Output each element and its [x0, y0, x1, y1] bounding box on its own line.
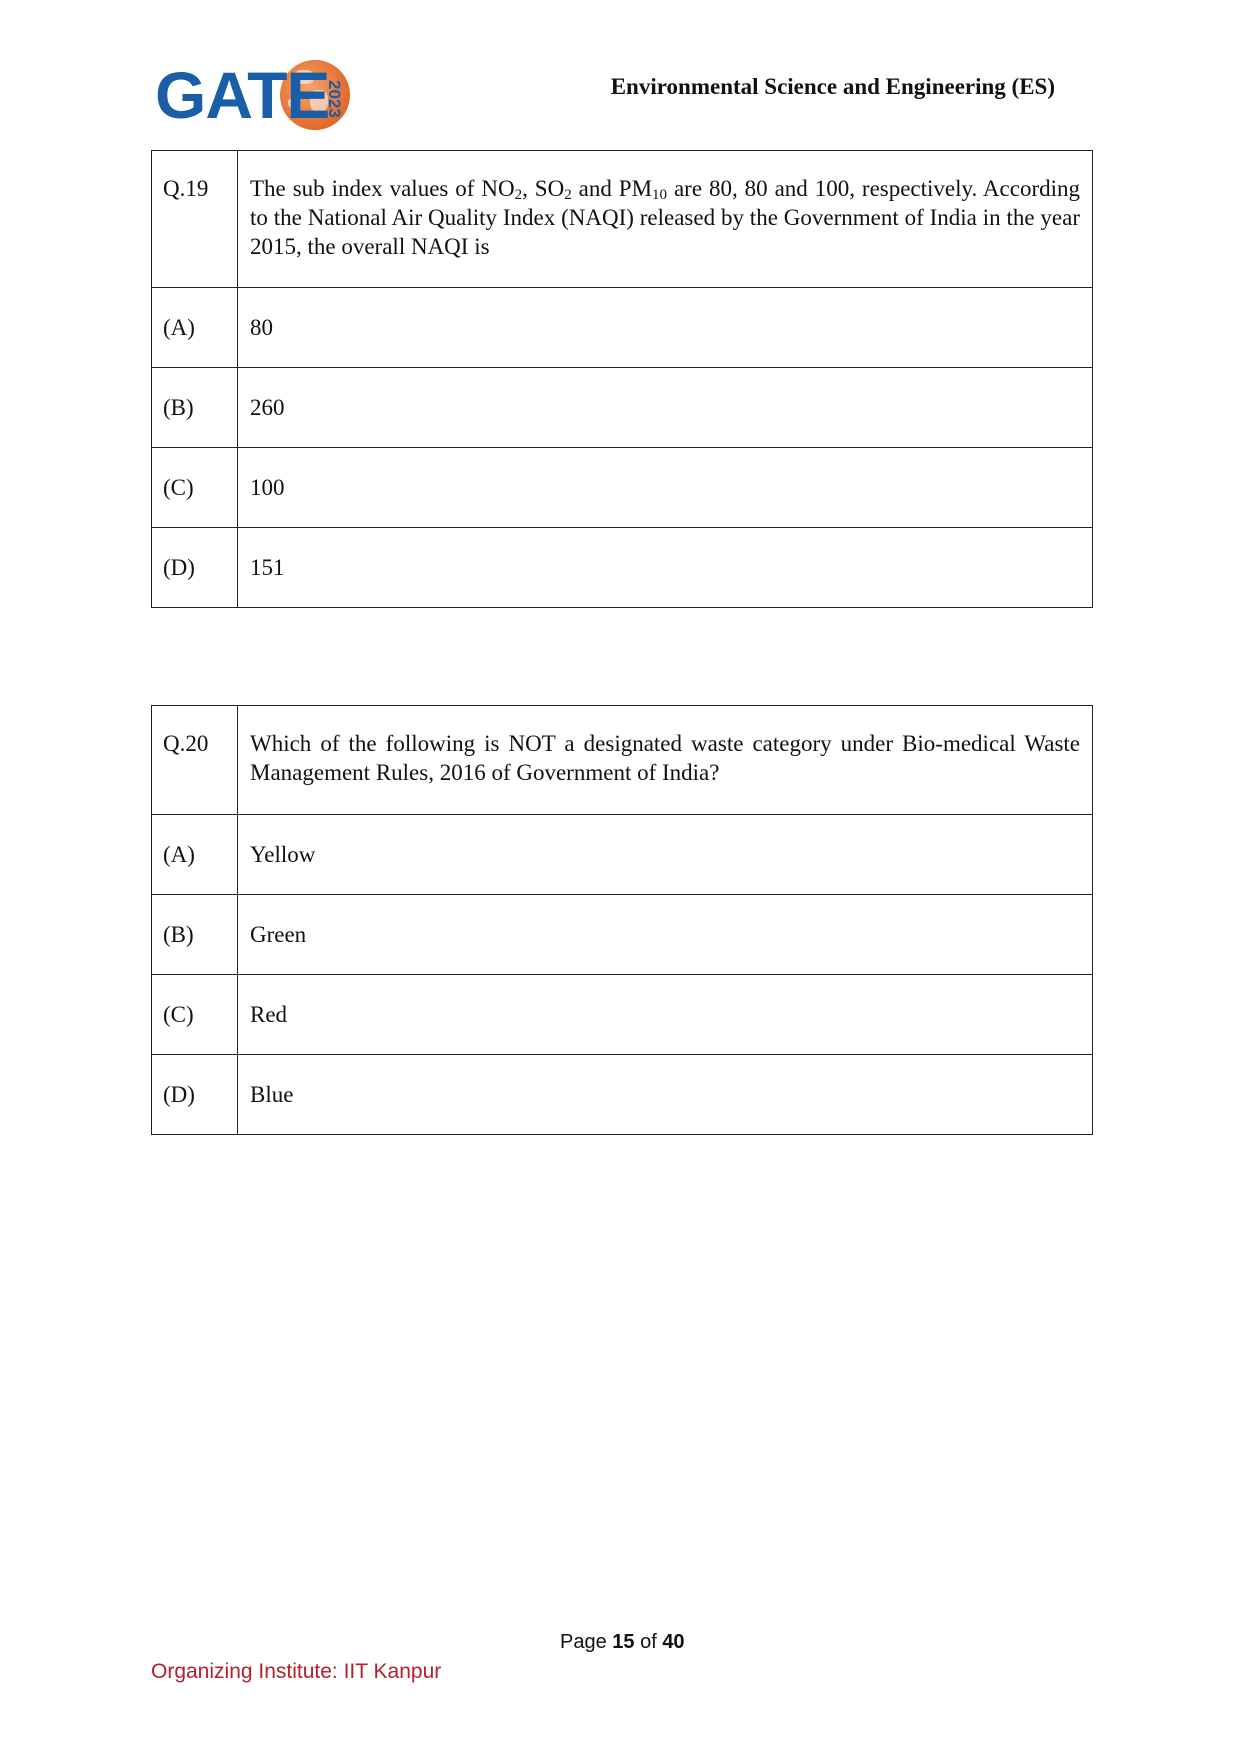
option-text: 151 [238, 528, 1093, 608]
option-label: (B) [152, 368, 238, 448]
option-label: (C) [152, 448, 238, 528]
option-text: 100 [238, 448, 1093, 528]
option-row [152, 368, 1093, 448]
option-text: 80 [238, 288, 1093, 368]
question-20-table [151, 705, 1093, 1135]
option-row [152, 1055, 1093, 1135]
option-row [152, 815, 1093, 895]
option-label: (D) [152, 1055, 238, 1135]
option-text: Red [238, 975, 1093, 1055]
option-label: (B) [152, 895, 238, 975]
option-row [152, 448, 1093, 528]
paper-title: Environmental Science and Engineering (ES) [610, 74, 1055, 99]
organizing-institute: Organizing Institute: IIT Kanpur [151, 1660, 442, 1683]
question-number: Q.19 [152, 151, 238, 288]
option-row [152, 895, 1093, 975]
option-row [152, 288, 1093, 368]
option-text: Green [238, 895, 1093, 975]
question-number: Q.20 [152, 706, 238, 815]
question-stem-row [152, 151, 1093, 288]
option-label: (D) [152, 528, 238, 608]
option-label: (C) [152, 975, 238, 1055]
question-text: The sub index values of $NO_2$, $SO_2$ and $PM_{10}$ are 80, 80 and 100, respectively. According to the National Air Quality Index (NAQI) released by the Government of India in the year 2015, the overall NAQI is [238, 151, 1093, 288]
option-row [152, 975, 1093, 1055]
page-number: Page 15 of 40 [560, 1631, 685, 1653]
option-label: (A) [152, 288, 238, 368]
option-label: (A) [152, 815, 238, 895]
question-text: Which of the following is NOT a designated waste category under Bio-medical Waste Management Rules, 2016 of Government of India? [238, 706, 1093, 815]
option-text: 260 [238, 368, 1093, 448]
question-stem-row [152, 706, 1093, 815]
logo-year: 2023 [325, 80, 344, 118]
logo-text: GATE [155, 58, 330, 132]
option-text: Yellow [238, 815, 1093, 895]
option-text: Blue [238, 1055, 1093, 1135]
question-19-table [151, 150, 1093, 608]
option-row [152, 528, 1093, 608]
gate-2023-logo [155, 58, 355, 138]
